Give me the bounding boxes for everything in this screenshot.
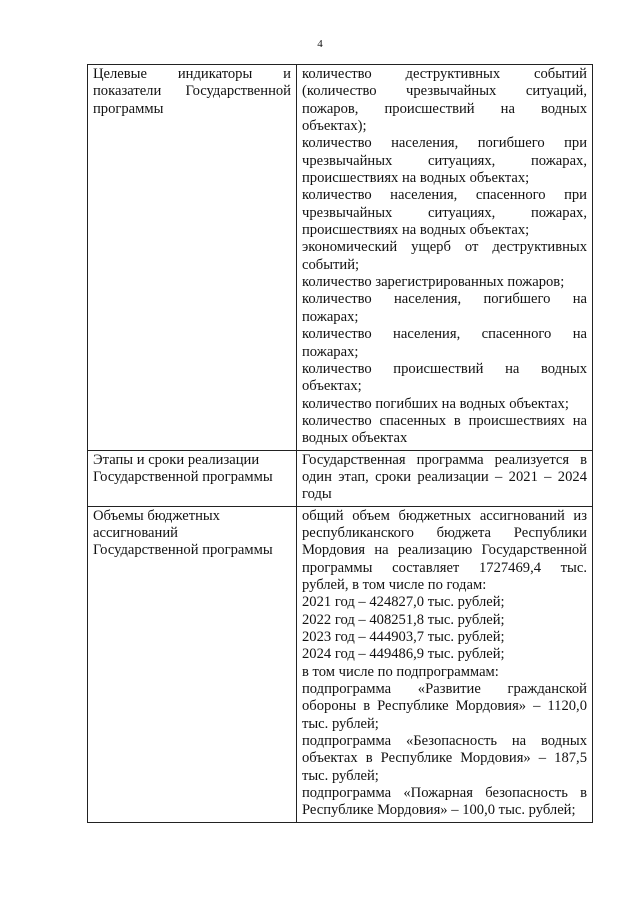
page-number: 4 <box>317 38 323 50</box>
row-label-line: ассигнований <box>93 524 178 541</box>
value-item: количество населения, погибшего на пожарах; <box>302 291 587 325</box>
value-item: количество зарегистрированных пожаров; <box>302 274 565 291</box>
value-item: 2024 год – 449486,9 тыс. рублей; <box>302 646 505 663</box>
row-value-cell <box>297 506 593 822</box>
row-label-line: программы <box>93 100 164 117</box>
row-label-cell <box>88 506 297 822</box>
value-item: подпрограмма «Развитие гражданской обороны в Республике Мордовия» – 1120,0 тыс. рублей; <box>302 681 587 732</box>
row-label-line: показатели Государственной <box>93 83 291 100</box>
program-passport-table <box>87 64 593 823</box>
table-row-budget-volumes <box>88 506 593 822</box>
row-label-line: Государственной программы <box>93 468 273 485</box>
table-row-stages-and-terms <box>88 450 593 506</box>
value-item: количество деструктивных событий (количество чрезвычайных ситуаций, пожаров, происшествий на водных объектах); <box>302 66 587 135</box>
row-value-cell <box>297 450 593 506</box>
value-item: количество населения, спасенного на пожарах; <box>302 326 587 360</box>
row-label-line: Этапы и сроки реализации <box>93 451 260 468</box>
row-label-line: Объемы бюджетных <box>93 507 220 524</box>
row-label-line: Государственной программы <box>93 542 273 559</box>
value-item: экономический ущерб от деструктивных событий; <box>302 239 587 273</box>
row-label-cell <box>88 65 297 451</box>
value-item: общий объем бюджетных ассигнований из республиканского бюджета Республики Мордовия на реализацию Государственной программы составляет 1727469,4 тыс. рублей, в том числе по годам: <box>302 507 587 593</box>
value-item: 2023 год – 444903,7 тыс. рублей; <box>302 629 505 645</box>
value-item: 2022 год – 408251,8 тыс. рублей; <box>302 611 505 628</box>
row-label-line: Целевые индикаторы и <box>93 66 291 82</box>
row-value-cell <box>297 65 593 451</box>
table-row-target-indicators <box>88 65 593 451</box>
value-item: 2021 год – 424827,0 тыс. рублей; <box>302 594 505 611</box>
value-item: количество спасенных в происшествиях на водных объектах <box>302 412 587 447</box>
value-item: Государственная программа реализуется в один этап, сроки реализации – 2021 – 2024 годы <box>302 451 587 503</box>
row-label-cell <box>88 450 297 506</box>
value-item: количество происшествий на водных объектах; <box>302 360 587 395</box>
value-item: в том числе по подпрограммам: <box>302 663 499 680</box>
value-item: количество населения, погибшего при чрезвычайных ситуациях, пожарах, происшествиях на водных объектах; <box>302 135 587 187</box>
value-item: количество погибших на водных объектах; <box>302 395 569 412</box>
value-item: подпрограмма «Безопасность на водных объектах в Республике Мордовия» – 187,5 тыс. рублей; <box>302 733 587 784</box>
value-item: подпрограмма «Пожарная безопасность в Республике Мордовия» – 100,0 тыс. рублей; <box>302 785 587 819</box>
value-item: количество населения, спасенного при чрезвычайных ситуациях, пожарах, происшествиях на водных объектах; <box>302 187 587 239</box>
